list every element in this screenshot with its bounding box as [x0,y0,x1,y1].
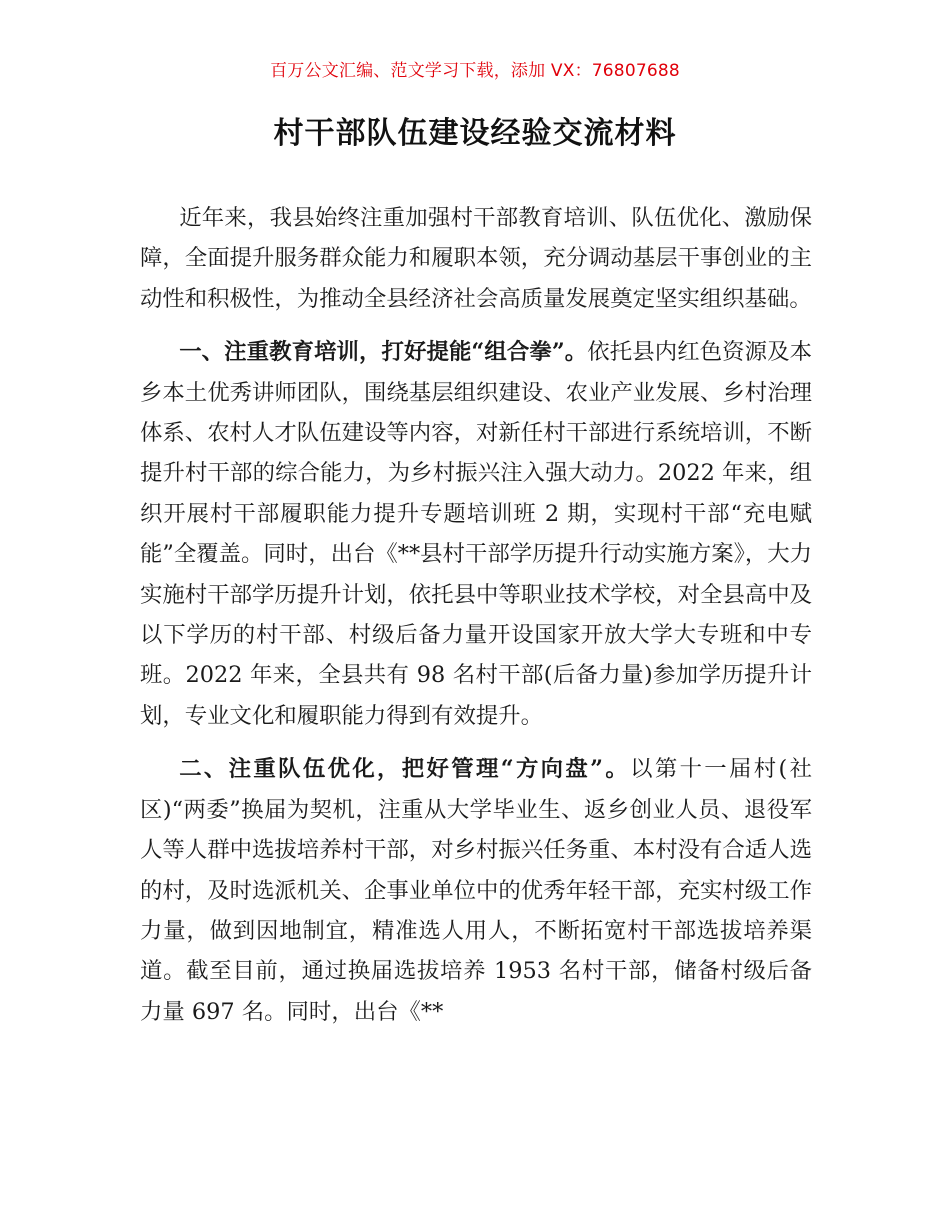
section-1-paragraph [140,332,812,736]
document-body [140,198,812,1045]
section-2-paragraph [140,749,812,1032]
section-1-body: 依托县内红色资源及本乡本土优秀讲师团队，围绕基层组织建设、农业产业发展、乡村治理体系、农村人才队伍建设等内容，对新任村干部进行系统培训，不断提升村干部的综合能力，为乡村振兴注入强大动力。2022 年来，组织开展村干部履职能力提升专题培训班 2 期，实现村干部“充电赋能”全覆盖。同时，出台《**县村干部学历提升行动实施方案》，大力实施村干部学历提升计划，依托县中等职业技术学校，对全县高中及以下学历的村干部、村级后备力量开设国家开放大学大专班和中专班。2022 年来，全县共有 98 名村干部(后备力量)参加学历提升计划，专业文化和履职能力得到有效提升。 [140,339,813,729]
section-2-heading: 二、注重队伍优化，把好管理“方向盘”。 [179,756,631,783]
document-title: 村干部队伍建设经验交流材料 [273,116,677,151]
section-2-body: 以第十一届村(社区)“两委”换届为契机，注重从大学毕业生、返乡创业人员、退役军人等人群中选拔培养村干部，对乡村振兴任务重、本村没有合适人选的村，及时选派机关、企事业单位中的优秀年轻干部，充实村级工作力量，做到因地制宜，精准选人用人，不断拓宽村干部选拔培养渠道。截至目前，通过换届选拔培养 1953 名村干部，储备村级后备力量 697 名。同时，出台《** [140,756,812,1025]
header-watermark-note: 百万公文汇编、范文学习下载，添加 VX：76807688 [270,61,680,81]
intro-paragraph: 近年来，我县始终注重加强村干部教育培训、队伍优化、激励保障，全面提升服务群众能力和履职本领，充分调动基层干事创业的主动性和积极性，为推动全县经济社会高质量发展奠定坚实组织基础。 [140,205,812,312]
section-1-heading: 一、注重教育培训，打好提能“组合拳”。 [179,339,588,366]
